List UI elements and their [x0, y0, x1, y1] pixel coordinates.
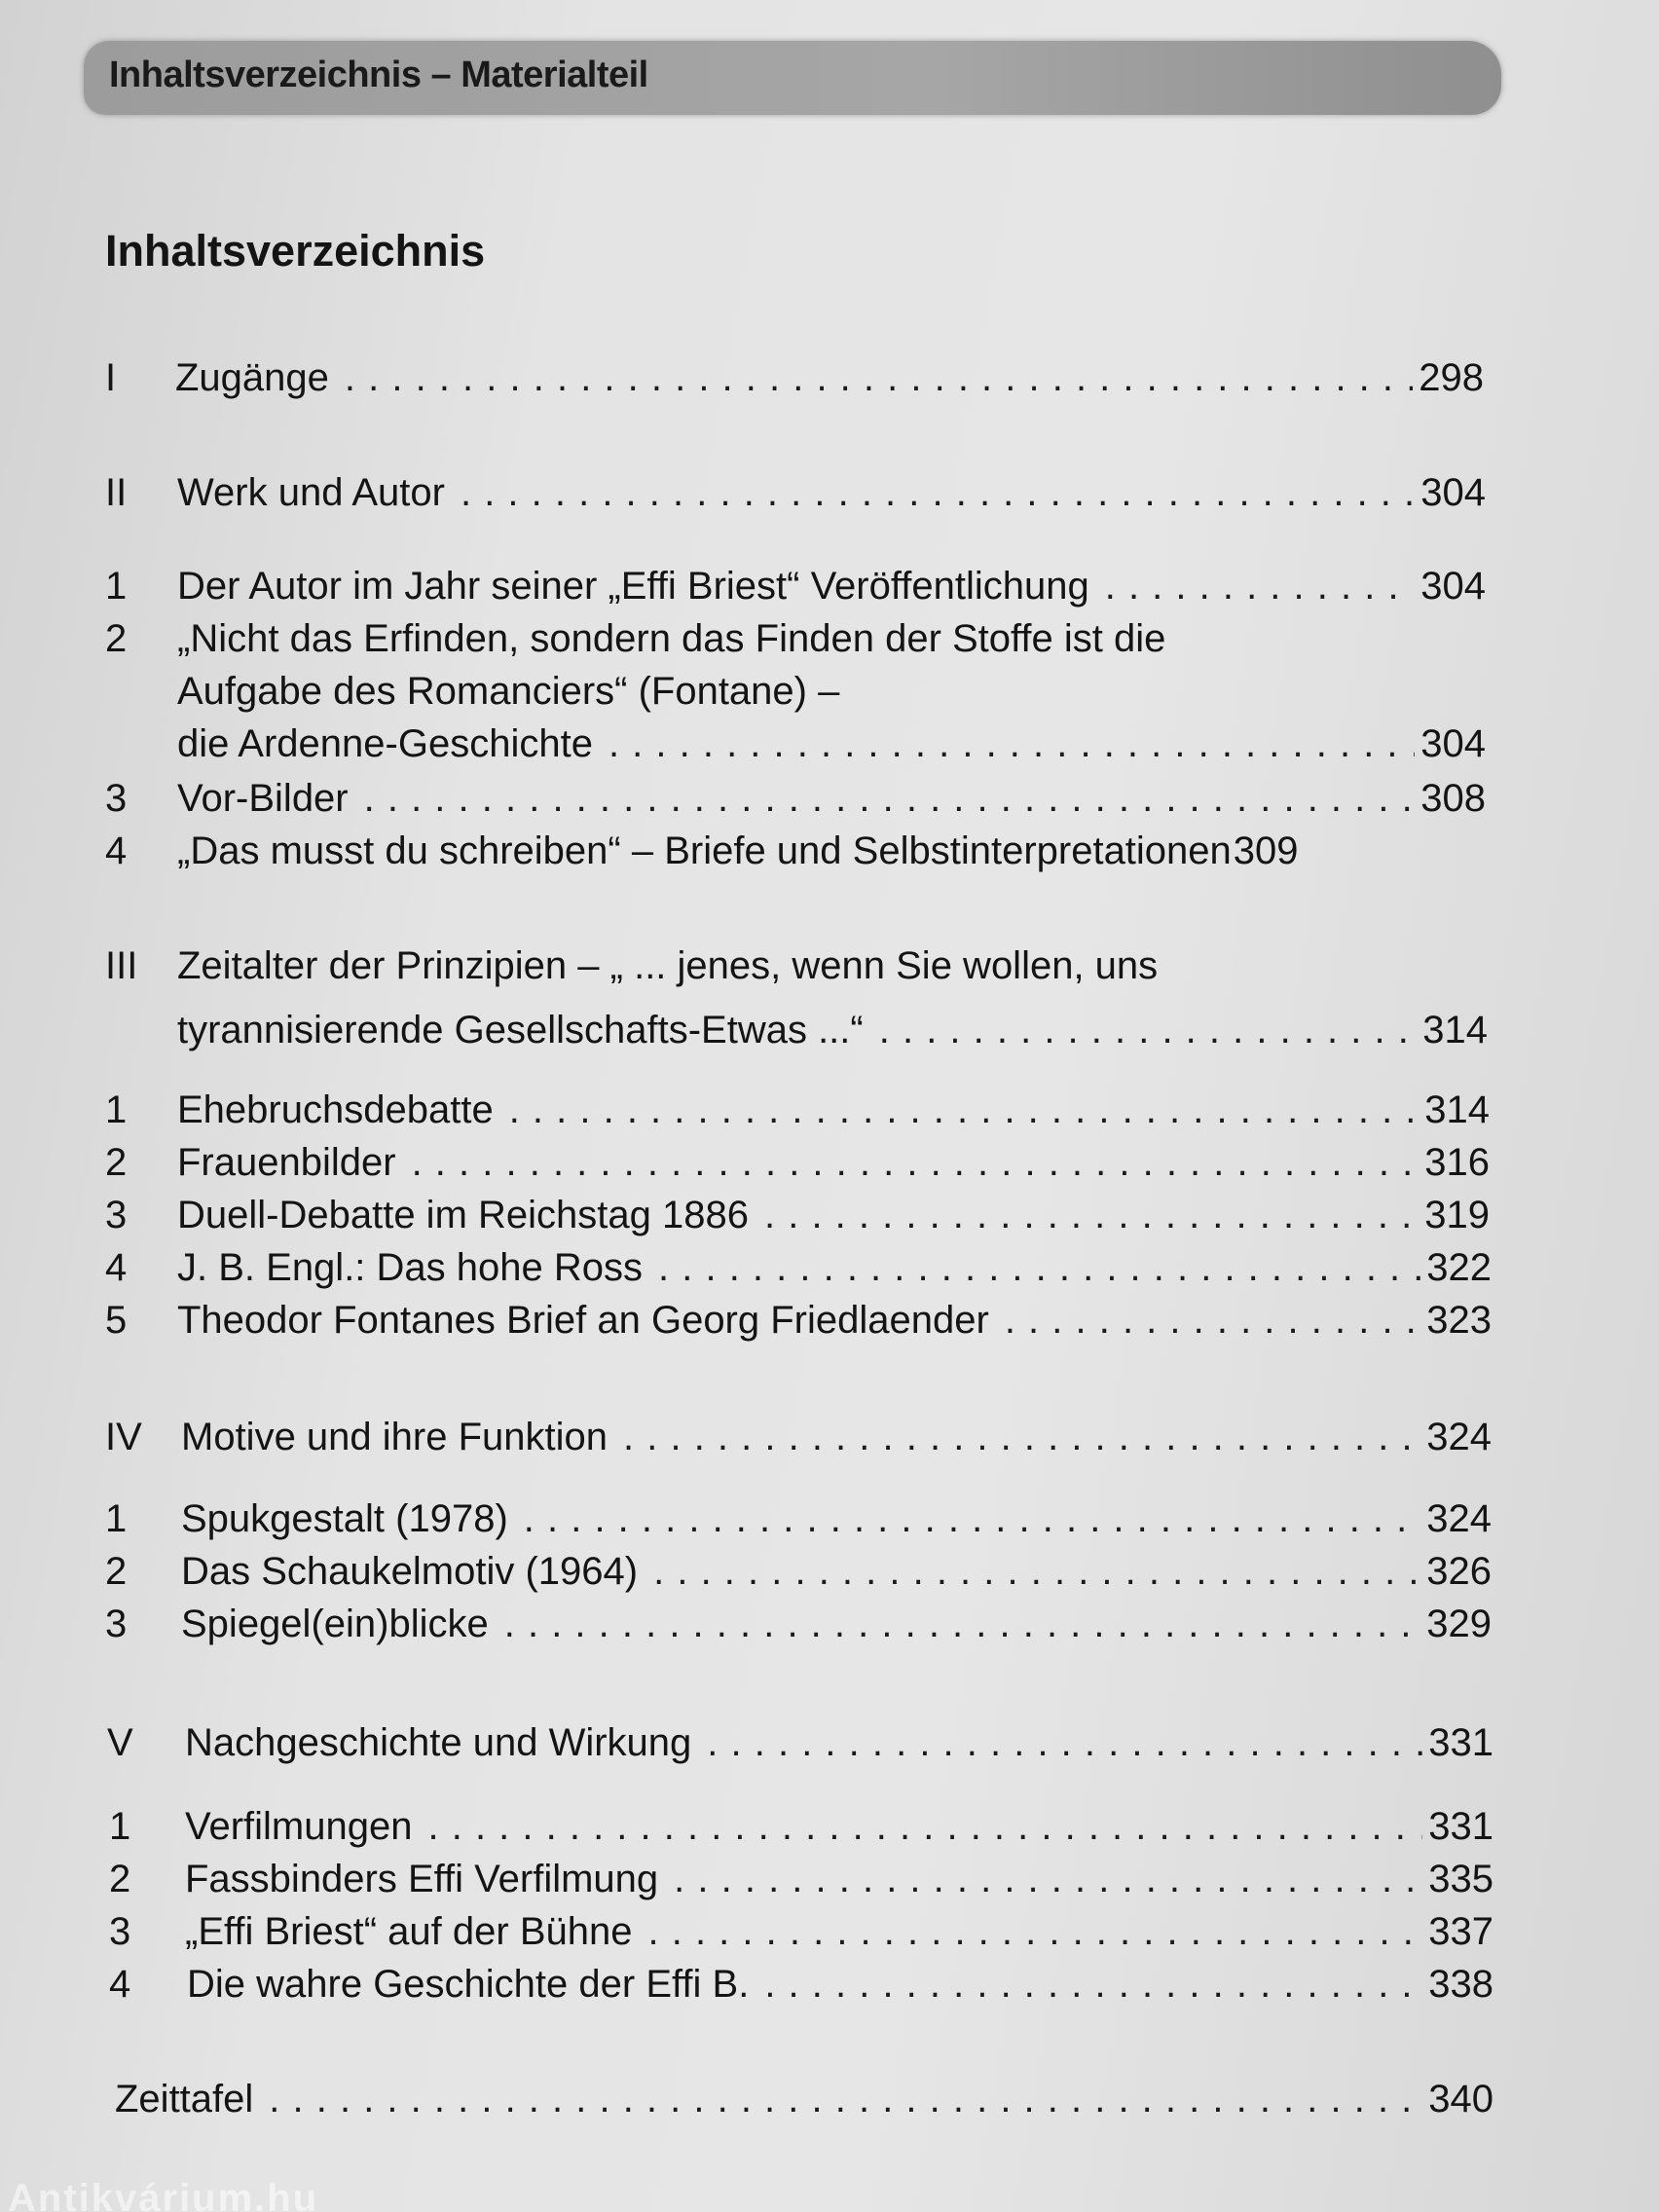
entry-page: 309 [1233, 830, 1299, 872]
dot-leader [1005, 1297, 1420, 1344]
dot-leader [608, 720, 1415, 767]
entry-number: 1 [105, 1088, 128, 1131]
toc-entry [105, 1601, 1492, 1647]
toc-entry [105, 775, 1486, 822]
dot-leader [648, 1908, 1423, 1955]
entry-number: 1 [105, 1497, 128, 1540]
entry-title: Duell-Debatte im Reichstag 1886 [177, 1194, 749, 1236]
toc-entry [105, 1192, 1490, 1238]
entry-number: 5 [105, 1299, 128, 1342]
entry-number: 1 [105, 565, 128, 608]
entry-number: 3 [105, 1603, 128, 1645]
dot-leader [509, 1087, 1419, 1133]
dot-leader [364, 775, 1416, 822]
entry-title: Fassbinders Effi Verfilmung [185, 1858, 659, 1900]
entry-page: 323 [1426, 1299, 1492, 1342]
entry-page: 329 [1426, 1603, 1492, 1645]
entry-title: „Effi Briest“ auf der Bühne [185, 1910, 633, 1953]
entry-title: Werk und Autor [177, 471, 445, 514]
entry-page: 338 [1428, 1963, 1493, 2006]
entry-page: 340 [1428, 2078, 1493, 2120]
entry-number: 1 [109, 1805, 131, 1848]
dot-leader [1105, 563, 1416, 609]
entry-title: Spiegel(ein)blicke [181, 1603, 489, 1645]
toc-entry [105, 1495, 1492, 1542]
entry-title: Spukgestalt (1978) [181, 1497, 508, 1540]
entry-title: Ehebruchsdebatte [177, 1088, 494, 1131]
toc-entry [109, 1803, 1493, 1850]
dot-leader [764, 1192, 1419, 1238]
dot-leader [412, 1139, 1419, 1186]
entry-title: Zeitalter der Prinzipien – „ ... jenes, wenn Sie wollen, uns [177, 944, 1159, 987]
dot-leader [461, 469, 1415, 516]
header-title: Inhaltsverzeichnis – Materialteil [109, 55, 648, 95]
entry-title: Verfilmungen [185, 1805, 413, 1848]
entry-page: 324 [1426, 1497, 1492, 1540]
entry-number: I [105, 356, 117, 399]
dot-leader [674, 1856, 1422, 1902]
entry-number: 3 [105, 1194, 128, 1236]
entry-number: 2 [109, 1858, 131, 1900]
entry-page: 308 [1420, 777, 1486, 820]
entry-number: IV [105, 1416, 142, 1458]
dot-leader [623, 1414, 1420, 1460]
dot-leader [524, 1495, 1420, 1542]
entry-page: 314 [1424, 1088, 1490, 1131]
entry-title: Zugänge [175, 356, 329, 399]
toc-entry-continued [177, 720, 1486, 767]
toc-entry [105, 1139, 1490, 1186]
entry-page: 331 [1428, 1805, 1493, 1848]
entry-number: 4 [105, 830, 128, 872]
entry-title: Motive und ihre Funktion [181, 1416, 608, 1458]
toc-entry [109, 1908, 1493, 1955]
entry-number: 2 [105, 617, 128, 660]
dot-leader [427, 1803, 1422, 1850]
entry-title: Vor-Bilder [177, 777, 349, 820]
entry-page: 316 [1424, 1141, 1490, 1184]
dot-leader [879, 1007, 1418, 1053]
entry-page: 314 [1422, 1009, 1488, 1051]
dot-leader [653, 1548, 1420, 1595]
entry-title: Nachgeschichte und Wirkung [185, 1721, 692, 1764]
main-heading: Inhaltsverzeichnis [105, 226, 486, 276]
entry-number: 4 [109, 1963, 131, 2006]
entry-page: 335 [1428, 1858, 1493, 1900]
entry-number: 3 [105, 777, 128, 820]
entry-title: Zeittafel [115, 2078, 254, 2120]
entry-number: 3 [109, 1910, 131, 1953]
toc-entry [105, 1297, 1492, 1344]
toc-entry-zeittafel [115, 2076, 1493, 2122]
entry-page: 324 [1426, 1416, 1492, 1458]
dot-leader [658, 1244, 1420, 1291]
entry-page: 331 [1428, 1721, 1493, 1764]
entry-title: J. B. Engl.: Das hohe Ross [177, 1246, 644, 1289]
dot-leader [345, 354, 1413, 401]
toc-entry-section-5 [107, 1719, 1493, 1766]
dot-leader [269, 2076, 1422, 2122]
entry-number: III [105, 944, 138, 987]
toc-entry-continued [177, 1007, 1488, 1053]
entry-title: Der Autor im Jahr seiner „Effi Briest“ Veröffentlichung [177, 565, 1089, 608]
toc-entry-section-2 [105, 469, 1486, 516]
dot-leader [707, 1719, 1422, 1766]
entry-title-continued: die Ardenne-Geschichte [177, 722, 593, 765]
entry-title-continued: Aufgabe des Romanciers“ (Fontane) – [177, 670, 840, 713]
toc-entry [105, 1548, 1492, 1595]
entry-page: 326 [1426, 1550, 1492, 1593]
toc-entry-section-4 [105, 1414, 1492, 1460]
toc-entry [105, 828, 1486, 874]
toc-entry-section-1 [105, 354, 1484, 401]
toc-entry [105, 1244, 1492, 1291]
toc-entry [109, 1961, 1493, 2008]
entry-page: 322 [1426, 1246, 1492, 1289]
entry-number: 2 [105, 1550, 128, 1593]
entry-page: 319 [1424, 1194, 1490, 1236]
toc-entry [105, 615, 1486, 662]
toc-entry [105, 563, 1486, 609]
entry-number: V [107, 1721, 133, 1764]
entry-page: 337 [1428, 1910, 1493, 1953]
entry-title: Frauenbilder [177, 1141, 396, 1184]
entry-title: Das Schaukelmotiv (1964) [181, 1550, 639, 1593]
entry-title: Die wahre Geschichte der Effi B. [187, 1963, 750, 2006]
entry-number: 2 [105, 1141, 128, 1184]
toc-entry [109, 1856, 1493, 1902]
entry-page: 304 [1420, 722, 1486, 765]
entry-page: 304 [1420, 565, 1486, 608]
entry-title-continued: tyrannisierende Gesellschafts-Etwas ...“ [177, 1009, 864, 1051]
entry-title: „Das musst du schreiben“ – Briefe und Selbstinterpretationen [177, 830, 1232, 872]
toc-entry-section-3 [105, 942, 1488, 989]
dot-leader [764, 1961, 1422, 2008]
entry-page: 304 [1420, 471, 1486, 514]
entry-page: 298 [1419, 356, 1484, 399]
dot-leader [504, 1601, 1421, 1647]
entry-number: 4 [105, 1246, 128, 1289]
entry-number: II [105, 471, 128, 514]
toc-entry [105, 1087, 1490, 1133]
entry-title: „Nicht das Erfinden, sondern das Finden der Stoffe ist die [177, 617, 1166, 660]
watermark: Antikvárium.hu [8, 2177, 319, 2212]
entry-title: Theodor Fontanes Brief an Georg Friedlaender [177, 1299, 989, 1342]
